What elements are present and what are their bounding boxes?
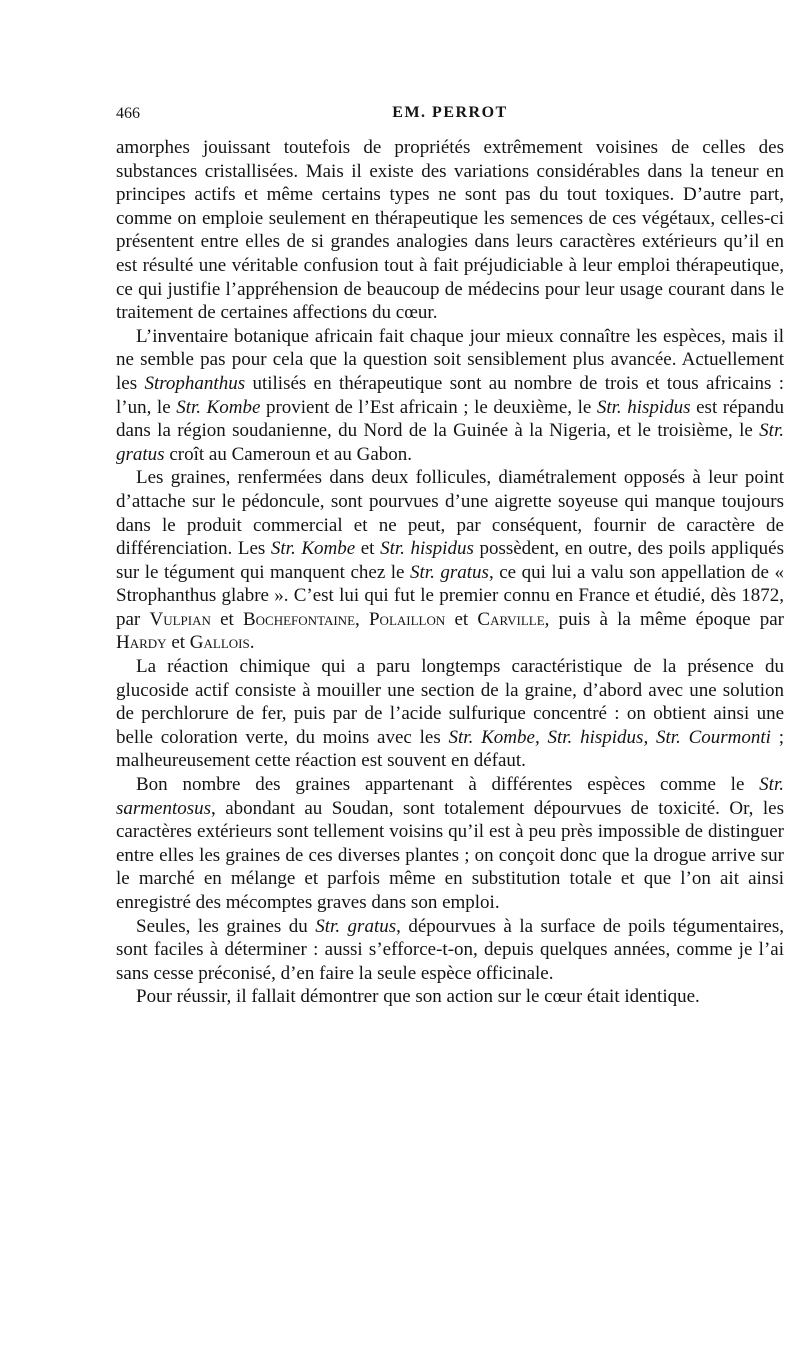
document-page	[116, 98, 784, 1009]
text-run: possèdent, en outre, des poils appliqués sur le tégument qui manquent chez le	[116, 538, 784, 583]
text-run: Les graines, renfermées dans deux follicules, diamétralement opposés à leur point d’attache sur le pédoncule, sont pourvues d’une aigrette soyeuse qui manque toujours dans le produit commercial et ne peut, par conséquent, fournir de caractère de différenciation. Les	[116, 467, 784, 560]
italic-text: Str. hispidus	[380, 538, 474, 560]
text-run: et	[445, 608, 478, 630]
text-run: Pour réussir, il fallait démontrer que son action sur le cœur était identique.	[136, 986, 700, 1008]
italic-text: Str. sarmentosus	[116, 774, 784, 819]
text-run: Seules, les graines du	[136, 915, 316, 937]
author-name: Vulpian	[149, 608, 211, 630]
text-run: Bon nombre des graines appartenant à différentes espèces comme le	[136, 774, 760, 796]
italic-text: Str. gratus	[410, 561, 489, 583]
text-run: , abondant au Soudan, sont totalement dépourvues de toxicité. Or, les caractères extérieurs sont tellement voisins qu’il est à peu près impossible de distinguer entre elles les graines de ces diverses plantes ; on conçoit donc que la drogue arrive sur le marché en mélange et parfois même en substitution totale et que l’on ait ainsi enregistré des mécomptes graves dans son emploi.	[116, 797, 784, 913]
text-run: .	[249, 632, 255, 654]
text-run: , ce qui lui a valu son appellation de « Strophanthus glabre ». C’est lui qui fut le premier connu en France et étudié, dès 1872, par	[116, 561, 785, 630]
text-run: amorphes jouissant toutefois de propriétés extrêmement voisines de celles des substances cristallisées. Mais il existe des variations considérables dans la teneur en principes actifs et même certains types ne sont pas du tout toxiques. D’autre part, comme on emploie seulement en thérapeutique les semences de ces végétaux, celles-ci présentent entre elles de si grandes analogies dans leurs caractères extérieurs qu’il en est résulté une véritable confusion tout à fait préjudiciable à leur emploi thérapeutique, ce qui justifie l’appréhension de beaucoup de médecins pour leur usage courant dans le traitement de certaines affections du cœur.	[116, 137, 784, 324]
author-name: Gallois	[189, 632, 250, 654]
text-run: ; malheureusement cette réaction est souvent en défaut.	[116, 726, 784, 772]
text-run: et	[210, 608, 243, 630]
italic-text: Str. gratus	[116, 420, 784, 465]
paragraph	[116, 985, 784, 1009]
italic-text: Str. Kombe, Str. hispidus, Str. Courmonti	[448, 726, 771, 748]
italic-text: Strophanthus	[144, 372, 246, 394]
text-run: croît au Cameroun et au Gabon.	[164, 443, 413, 465]
running-title: EM. PERROT	[392, 104, 508, 121]
author-name: Carville	[477, 608, 545, 630]
text-run: et	[355, 538, 381, 560]
text-run: est répandu dans la région soudanienne, du Nord de la Guinée à la Nigeria, et le troisième, le	[116, 396, 784, 442]
italic-text: Str. Kombe	[270, 538, 356, 560]
text-run: , puis à la même époque par	[544, 608, 785, 630]
text-run: , dépourvues à la surface de poils tégumentaires, sont faciles à déterminer : aussi s’efforce-t-on, depuis quelques années, comme je l’ai sans cesse préconisé, d’en faire la seule espèce officinale.	[116, 915, 785, 984]
body-text	[116, 136, 784, 1009]
italic-text: Str. hispidus	[596, 396, 691, 418]
author-name: Hardy	[116, 632, 167, 654]
text-run: et	[166, 632, 190, 654]
paragraph	[116, 466, 784, 655]
italic-text: Str. gratus	[315, 915, 397, 937]
text-run: ,	[355, 608, 369, 630]
text-run: L’inventaire botanique africain fait chaque jour mieux connaître les espèces, mais il ne semble pas pour cela que la question soit sensiblement plus avancée. Actuellement les	[116, 325, 784, 394]
paragraph	[116, 655, 784, 773]
author-name: Polaillon	[368, 608, 446, 630]
paragraph	[116, 136, 784, 325]
page-header	[116, 98, 784, 128]
author-name: Bochefontaine	[243, 608, 356, 630]
text-run: utilisés en thérapeutique sont au nombre de trois et tous africains : l’un, le	[116, 372, 784, 418]
paragraph	[116, 773, 784, 915]
text-run: La réaction chimique qui a paru longtemps caractéristique de la présence du glucoside actif consiste à mouiller une section de la graine, d’abord avec une solution de perchlorure de fer, puis par de l’acide sulfurique concentré : on obtient ainsi une belle coloration verte, du moins avec les	[116, 656, 784, 748]
text-run: provient de l’Est africain ; le deuxième, le	[260, 396, 597, 418]
page-number: 466	[116, 105, 140, 122]
italic-text: Str. Kombe	[176, 396, 261, 418]
paragraph	[116, 325, 784, 467]
paragraph	[116, 915, 784, 986]
